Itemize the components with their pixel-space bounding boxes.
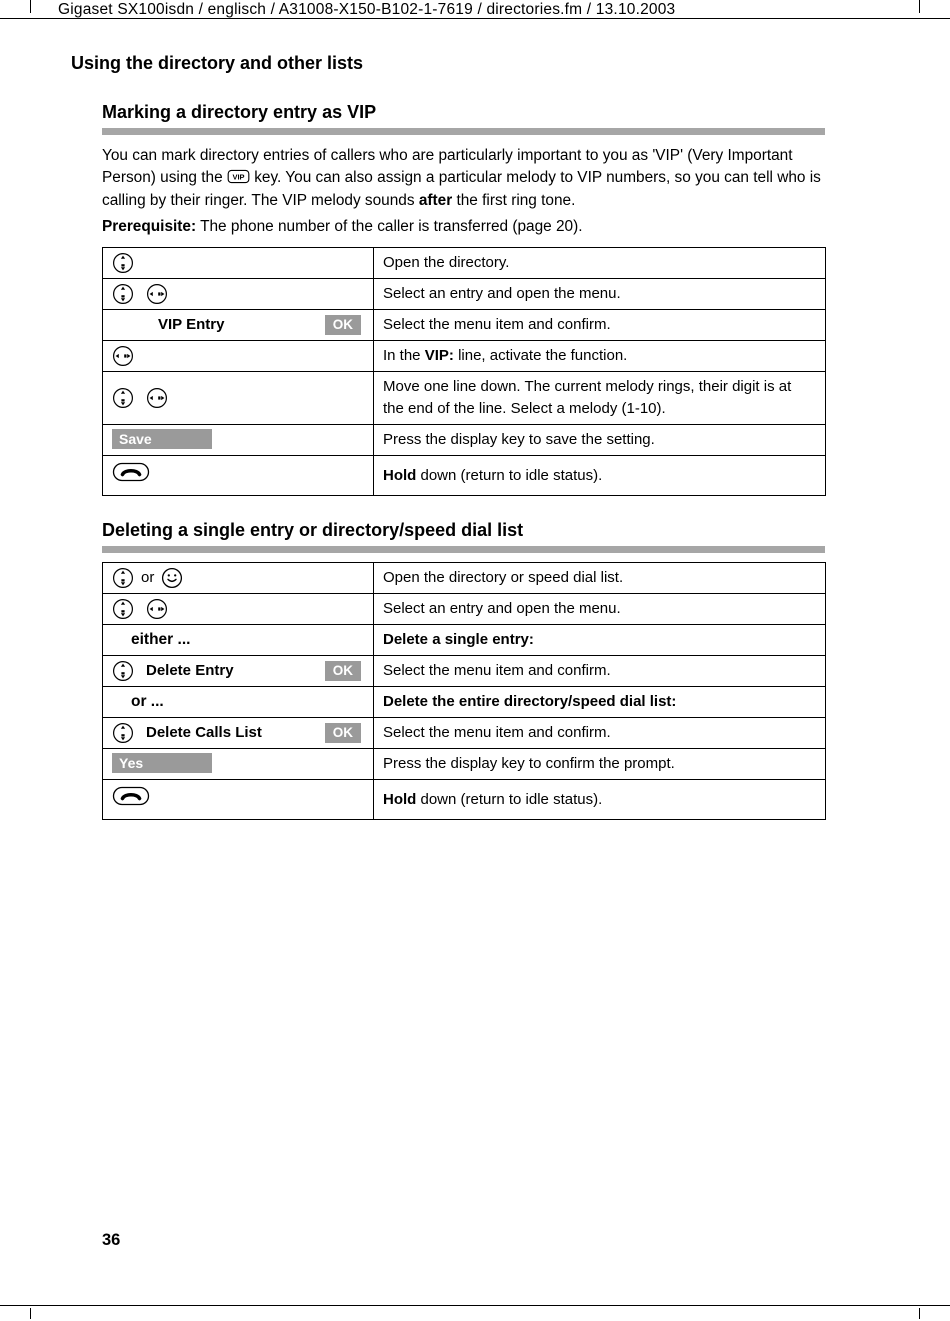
key-cell <box>103 687 374 718</box>
crop-mark-top-right <box>919 0 920 13</box>
control-key-up-down-icon <box>112 567 134 589</box>
table-row <box>103 310 826 341</box>
yes-display-key: Yes <box>112 753 212 773</box>
control-key-up-down-icon <box>112 722 134 744</box>
prerequisite-label: Prerequisite: <box>102 217 197 235</box>
control-key-left-right-icon <box>146 598 168 620</box>
key-cell <box>103 625 374 656</box>
table-row <box>103 749 826 780</box>
instruction-cell: Hold down (return to idle status). <box>374 456 826 496</box>
instruction-cell: Delete the entire directory/speed dial list: <box>374 687 826 718</box>
crop-mark-bottom-right <box>919 1308 920 1319</box>
menu-item-label: Delete Calls List <box>146 724 262 742</box>
intro-text: You can mark directory entries of callers who are particularly important to you as 'VIP' (Very Important Person) using the <box>102 147 793 187</box>
table-row <box>103 425 826 456</box>
instruction-cell: Select the menu item and confirm. <box>374 310 826 341</box>
section-delete <box>102 520 825 820</box>
key-cell <box>103 279 374 310</box>
document-header: Gigaset SX100isdn / englisch / A31008-X150-B102-1-7619 / directories.fm / 13.10.2003 <box>58 1 676 18</box>
control-key-left-right-icon <box>146 387 168 409</box>
header-rule <box>0 18 950 19</box>
control-key-up-down-icon <box>112 387 134 409</box>
instruction-cell: Press the display key to confirm the prompt. <box>374 749 826 780</box>
key-cell <box>103 718 374 749</box>
key-cell <box>103 425 374 456</box>
page-content <box>102 102 825 820</box>
instruction-cell: Select the menu item and confirm. <box>374 656 826 687</box>
instruction-cell: Delete a single entry: <box>374 625 826 656</box>
instruction-cell: Hold down (return to idle status). <box>374 780 826 820</box>
table-row <box>103 279 826 310</box>
instruction-cell: Select an entry and open the menu. <box>374 279 826 310</box>
instruction-cell: Open the directory. <box>374 248 826 279</box>
key-cell <box>103 310 374 341</box>
menu-item-label: VIP Entry <box>158 316 225 334</box>
key-cell <box>103 456 374 496</box>
page-number: 36 <box>102 1231 121 1249</box>
key-cell <box>103 341 374 372</box>
crop-mark-top-left <box>30 0 31 13</box>
prerequisite-line <box>102 216 825 238</box>
section-title-delete: Deleting a single entry or directory/speed dial list <box>102 520 524 541</box>
or-word: or <box>141 569 155 587</box>
intro-text: key. You can also assign a particular melody to VIP numbers, so you can tell who is calling by their ringer. The VIP melody sounds <box>102 169 821 209</box>
end-call-key-icon <box>112 460 150 484</box>
control-key-up-down-icon <box>112 598 134 620</box>
instruction-cell: In the VIP: line, activate the function. <box>374 341 826 372</box>
intro-paragraph <box>102 145 825 212</box>
table-row <box>103 780 826 820</box>
heading-underline-bar <box>102 546 825 553</box>
key-cell <box>103 372 374 425</box>
ok-key: OK <box>325 723 361 743</box>
table-row <box>103 248 826 279</box>
crop-mark-bottom-left <box>30 1308 31 1319</box>
instruction-cell: Select an entry and open the menu. <box>374 594 826 625</box>
branch-label-or: or ... <box>131 693 164 711</box>
table-row <box>103 563 826 594</box>
control-key-up-down-icon <box>112 283 134 305</box>
table-row <box>103 687 826 718</box>
end-call-key-icon <box>112 784 150 808</box>
key-cell <box>103 656 374 687</box>
control-key-up-down-icon <box>112 660 134 682</box>
footer-rule <box>0 1305 950 1306</box>
table-row <box>103 594 826 625</box>
heading-underline-bar <box>102 128 825 135</box>
vip-steps-table <box>102 247 826 496</box>
instruction-cell: Open the directory or speed dial list. <box>374 563 826 594</box>
instruction-cell: Move one line down. The current melody rings, their digit is at the end of the line. Select a melody (1-10). <box>374 372 826 425</box>
vip-key-icon <box>227 169 250 184</box>
key-cell <box>103 563 374 594</box>
branch-label-either: either ... <box>131 631 191 649</box>
table-row <box>103 625 826 656</box>
ok-key: OK <box>325 661 361 681</box>
delete-steps-table <box>102 562 826 820</box>
table-row <box>103 341 826 372</box>
table-row <box>103 456 826 496</box>
key-cell <box>103 248 374 279</box>
key-cell <box>103 749 374 780</box>
section-title-vip: Marking a directory entry as VIP <box>102 102 377 122</box>
key-cell <box>103 780 374 820</box>
intro-bold-word: after <box>418 191 453 209</box>
section-vip <box>102 102 825 496</box>
ok-key: OK <box>325 315 361 335</box>
table-row <box>103 372 826 425</box>
control-key-left-right-icon <box>112 345 134 367</box>
instruction-cell: Select the menu item and confirm. <box>374 718 826 749</box>
chapter-title: Using the directory and other lists <box>71 53 364 73</box>
speed-dial-key-icon <box>161 567 183 589</box>
save-display-key: Save <box>112 429 212 449</box>
control-key-up-down-icon <box>112 252 134 274</box>
control-key-left-right-icon <box>146 283 168 305</box>
prerequisite-text: The phone number of the caller is transferred (page 20). <box>200 217 583 235</box>
table-row <box>103 656 826 687</box>
key-cell <box>103 594 374 625</box>
instruction-cell: Press the display key to save the setting. <box>374 425 826 456</box>
intro-text: the first ring tone. <box>456 191 576 209</box>
table-row <box>103 718 826 749</box>
menu-item-label: Delete Entry <box>146 662 234 680</box>
